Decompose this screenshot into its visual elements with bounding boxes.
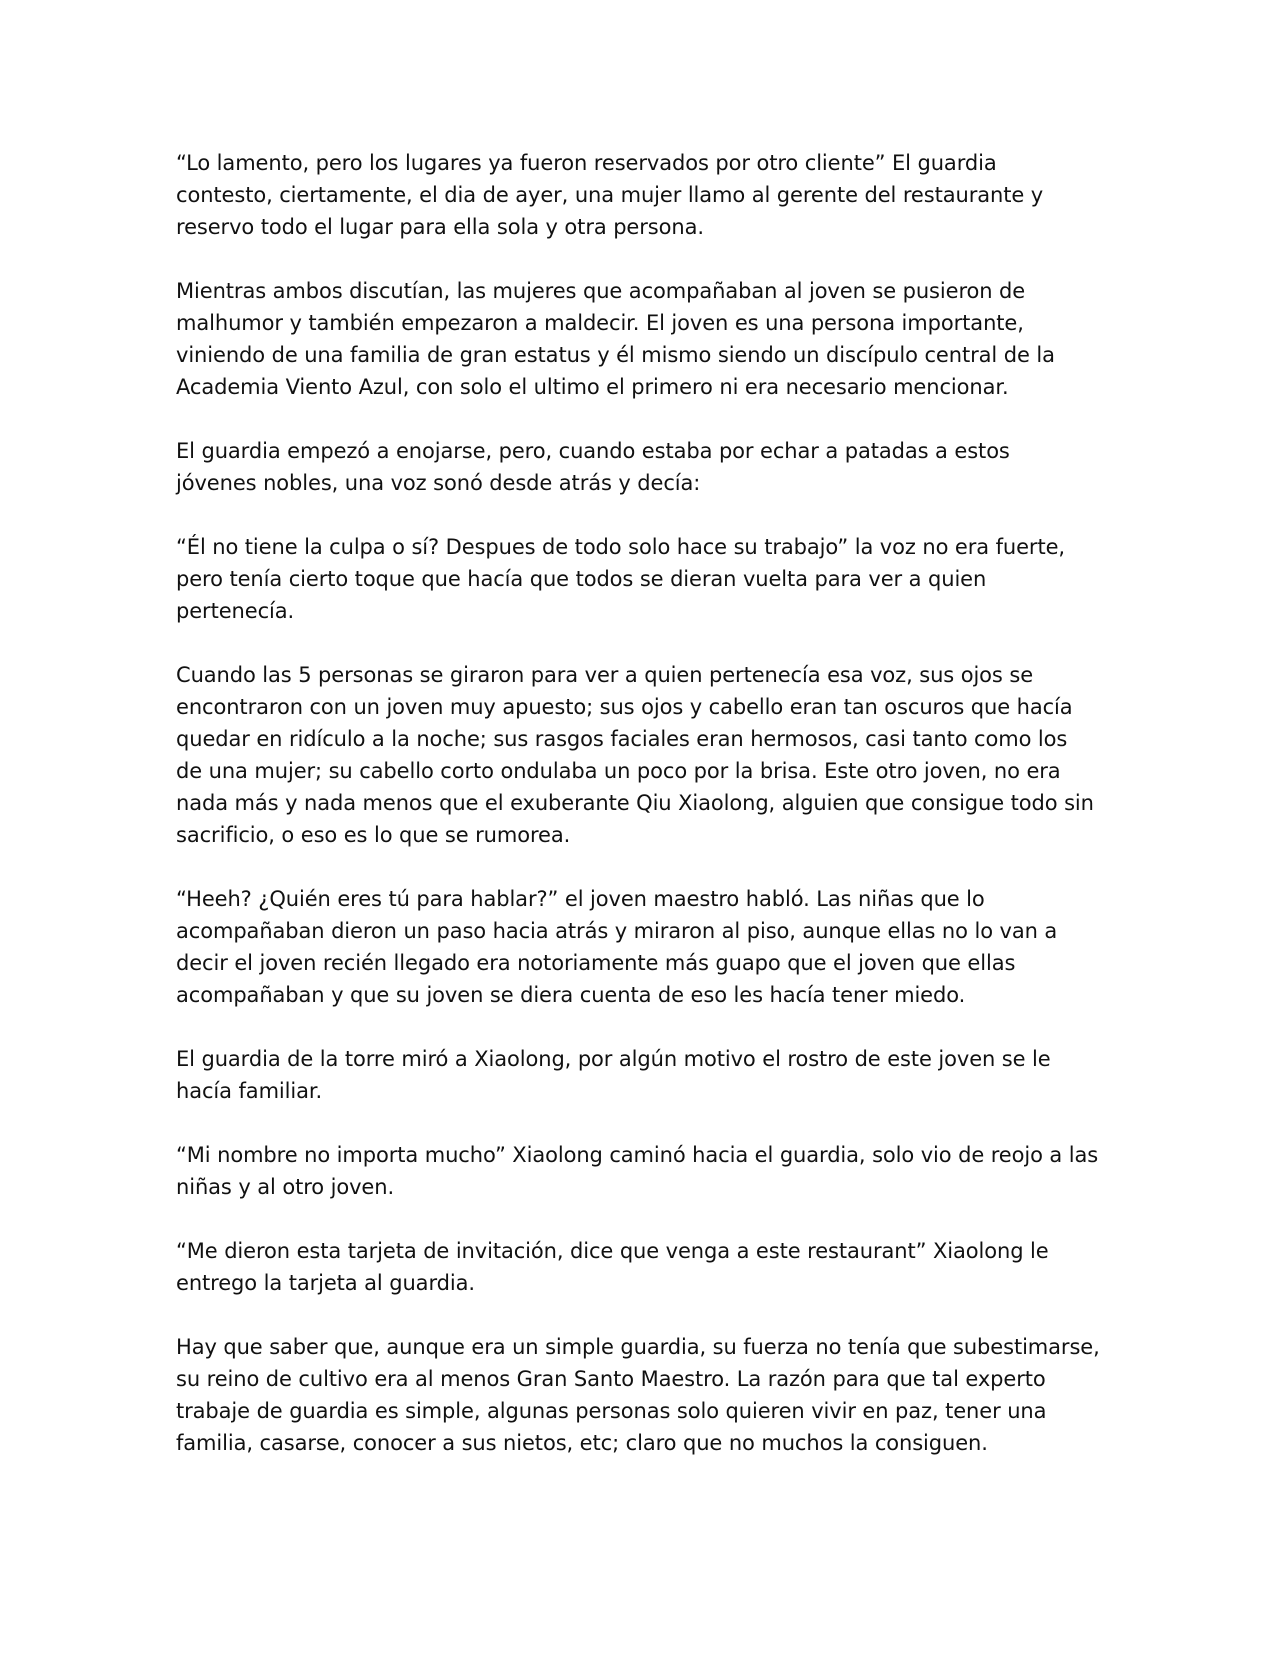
paragraph-3 [176,435,1096,499]
text-line: pero tenía cierto toque que hacía que todos se dieran vuelta para ver a quien [176,567,987,591]
text-line: viniendo de una familia de gran estatus y él mismo siendo un discípulo central de la [176,343,1055,367]
text-line: contesto, ciertamente, el dia de ayer, una mujer llamo al gerente del restaurante y [176,183,1044,207]
paragraph-6 [176,883,1096,1011]
text-line: jóvenes nobles, una voz sonó desde atrás y decía: [176,471,701,495]
text-line: “Mi nombre no importa mucho” Xiaolong caminó hacia el guardia, solo vio de reojo a las [176,1143,1099,1167]
text-line: Cuando las 5 personas se giraron para ver a quien pertenecía esa voz, sus ojos se [176,663,1034,687]
text-line: entrego la tarjeta al guardia. [176,1271,475,1295]
text-line: Academia Viento Azul, con solo el ultimo el primero ni era necesario mencionar. [176,375,1009,399]
text-line: sacrificio, o eso es lo que se rumorea. [176,823,571,847]
text-line: El guardia empezó a enojarse, pero, cuando estaba por echar a patadas a estos [176,439,1010,463]
text-line: Hay que saber que, aunque era un simple guardia, su fuerza no tenía que subestimarse, [176,1335,1100,1359]
text-line: encontraron con un joven muy apuesto; sus ojos y cabello eran tan oscuros que hacía [176,695,1073,719]
text-line: reservo todo el lugar para ella sola y otra persona. [176,215,704,239]
text-line: trabaje de guardia es simple, algunas personas solo quieren vivir en paz, tener una [176,1399,1047,1423]
paragraph-1 [176,147,1096,243]
text-line: pertenecía. [176,599,295,623]
paragraph-5 [176,659,1096,851]
paragraph-8 [176,1139,1099,1203]
paragraph-4 [176,531,1096,627]
paragraph-9 [176,1235,1096,1299]
text-line: “Lo lamento, pero los lugares ya fueron reservados por otro cliente” El guardia [176,151,997,175]
text-line: “Me dieron esta tarjeta de invitación, dice que venga a este restaurant” Xiaolong le [176,1239,1049,1263]
document-body [176,147,1100,1491]
paragraph-10 [176,1331,1100,1459]
text-line: “Heeh? ¿Quién eres tú para hablar?” el joven maestro habló. Las niñas que lo [176,887,985,911]
text-line: decir el joven recién llegado era notoriamente más guapo que el joven que ellas [176,951,1016,975]
paragraph-2 [176,275,1096,403]
text-line: quedar en ridículo a la noche; sus rasgos faciales eran hermosos, casi tanto como los [176,727,1068,751]
text-line: Mientras ambos discutían, las mujeres que acompañaban al joven se pusieron de [176,279,1026,303]
text-line: malhumor y también empezaron a maldecir. El joven es una persona importante, [176,311,1024,335]
text-line: niñas y al otro joven. [176,1175,395,1199]
text-line: El guardia de la torre miró a Xiaolong, por algún motivo el rostro de este joven se le [176,1047,1051,1071]
text-line: de una mujer; su cabello corto ondulaba un poco por la brisa. Este otro joven, no era [176,759,1061,783]
text-line: “Él no tiene la culpa o sí? Despues de todo solo hace su trabajo” la voz no era fuerte, [176,535,1065,559]
text-line: su reino de cultivo era al menos Gran Santo Maestro. La razón para que tal experto [176,1367,1046,1391]
text-line: nada más y nada menos que el exuberante Qiu Xiaolong, alguien que consigue todo sin [176,791,1094,815]
text-line: acompañaban dieron un paso hacia atrás y miraron al piso, aunque ellas no lo van a [176,919,1058,943]
text-line: hacía familiar. [176,1079,323,1103]
text-line: familia, casarse, conocer a sus nietos, etc; claro que no muchos la consiguen. [176,1431,988,1455]
text-line: acompañaban y que su joven se diera cuenta de eso les hacía tener miedo. [176,983,966,1007]
paragraph-7 [176,1043,1096,1107]
